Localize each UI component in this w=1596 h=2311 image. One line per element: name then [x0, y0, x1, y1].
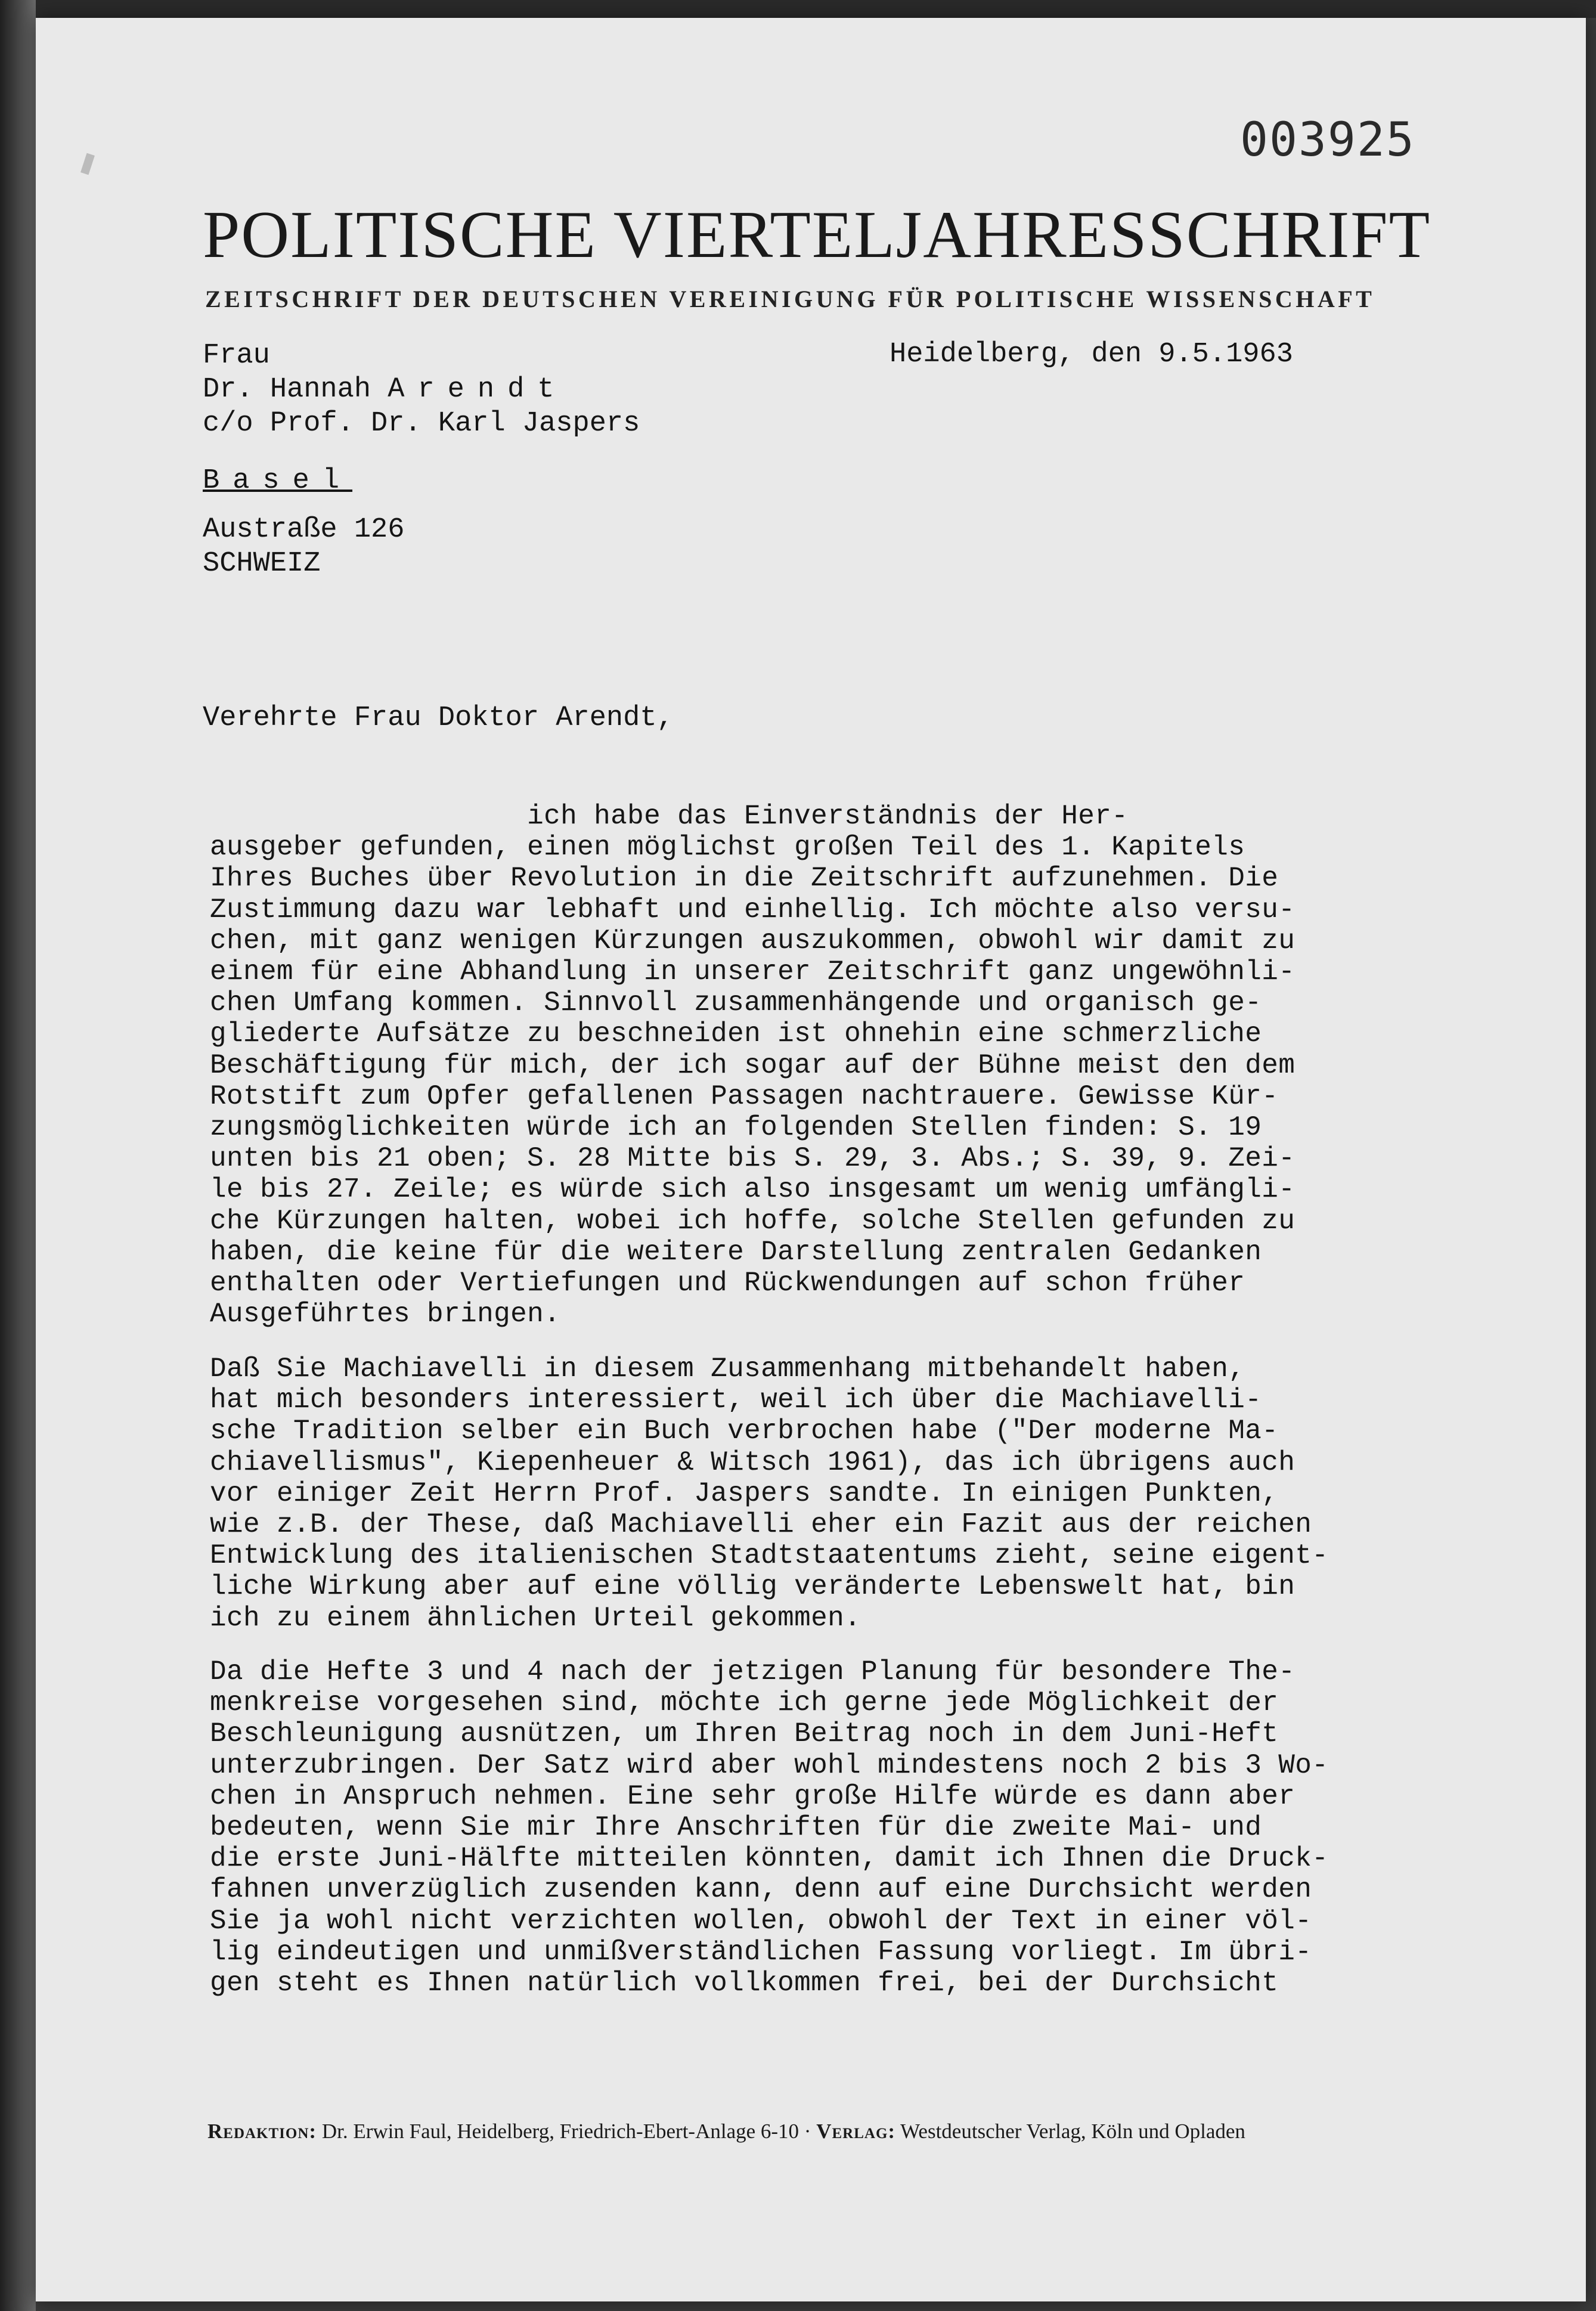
text-line: sche Tradition selber ein Buch verbrochen habe ("Der moderne Ma-: [210, 1415, 1279, 1447]
text-line: Zustimmung dazu war lebhaft und einhellig. Ich möchte also versu-: [210, 894, 1296, 925]
text-line: fahnen unverzüglich zusenden kann, denn auf eine Durchsicht werden: [210, 1874, 1312, 1906]
text-line: chen in Anspruch nehmen. Eine sehr große Hilfe würde es dann aber: [210, 1780, 1296, 1812]
recipient-care-of: c/o Prof. Dr. Karl Jaspers: [203, 408, 640, 439]
text-line: chiavellismus", Kiepenheuer & Witsch 1961), das ich übrigens auch: [210, 1446, 1296, 1478]
text-line: menkreise vorgesehen sind, möchte ich gerne jede Möglichkeit der: [210, 1687, 1279, 1719]
recipient-city: Basel: [203, 465, 353, 497]
text-line: Beschleunigung ausnützen, um Ihren Beitrag noch in dem Juni-Heft: [210, 1718, 1279, 1750]
text-line: Ihres Buches über Revolution in die Zeitschrift aufzunehmen. Die: [210, 863, 1279, 894]
letterhead-footer: [207, 2120, 1245, 2143]
recipient-street-block: [203, 513, 404, 581]
text-line: ausgeber gefunden, einen möglichst großen Teil des 1. Kapitels: [210, 832, 1245, 863]
text-line: Entwicklung des italienischen Stadtstaatentums zieht, seine eigent-: [210, 1540, 1329, 1572]
recipient-country: SCHWEIZ: [203, 548, 321, 580]
text-line: vor einiger Zeit Herrn Prof. Jaspers sandte. In einigen Punkten,: [210, 1477, 1279, 1509]
text-line: lig eindeutigen und unmißverständlichen Fassung vorliegt. Im übri-: [210, 1936, 1312, 1968]
text-line: Daß Sie Machiavelli in diesem Zusammenhang mitbehandelt haben,: [210, 1353, 1245, 1384]
text-line: Rotstift zum Opfer gefallenen Passagen nachtrauere. Gewisse Kür-: [210, 1080, 1279, 1112]
text-line: ich habe das Einverständnis der Her-: [210, 801, 1129, 832]
text-line: Beschäftigung für mich, der ich sogar auf der Bühne meist den dem: [210, 1049, 1296, 1081]
text-line: hat mich besonders interessiert, weil ich über die Machiavelli-: [210, 1384, 1262, 1416]
text-line: unten bis 21 oben; S. 28 Mitte bis S. 29, 3. Abs.; S. 39, 9. Zei-: [210, 1143, 1296, 1175]
letterhead-subtitle: ZEITSCHRIFT DER DEUTSCHEN VEREINIGUNG FÜR POLITISCHE WISSENSCHAFT: [205, 286, 1375, 312]
recipient-city-line: [203, 465, 352, 497]
scan-top-border: [0, 0, 1596, 18]
footer-redaktion-text: Dr. Erwin Faul, Heidelberg, Friedrich-Ebert-Anlage 6-10 ·: [317, 2120, 817, 2143]
paragraph-3: [210, 1656, 1328, 1999]
text-line: le bis 27. Zeile; es würde sich also insgesamt um wenig umfängli-: [210, 1174, 1296, 1206]
text-line: bedeuten, wenn Sie mir Ihre Anschriften für die zweite Mai- und: [210, 1812, 1262, 1844]
text-line: Ausgeführtes bringen.: [210, 1299, 561, 1330]
text-line: chen Umfang kommen. Sinnvoll zusammenhängende und organisch ge-: [210, 987, 1262, 1019]
letterhead-title: POLITISCHE VIERTELJAHRESSCHRIFT: [203, 198, 1431, 272]
text-line: einem für eine Abhandlung in unserer Zeitschrift ganz ungewöhnli-: [210, 956, 1296, 988]
text-line: haben, die keine für die weitere Darstellung zentralen Gedanken: [210, 1236, 1262, 1268]
text-line: gliederte Aufsätze zu beschneiden ist ohnehin eine schmerzliche: [210, 1018, 1262, 1050]
paragraph-2: [210, 1353, 1328, 1634]
greeting: Verehrte Frau Doktor Arendt,: [203, 702, 674, 734]
text-line: die erste Juni-Hälfte mitteilen könnten, damit ich Ihnen die Druck-: [210, 1843, 1329, 1875]
text-line: ich zu einem ähnlichen Urteil gekommen.: [210, 1602, 861, 1634]
text-line: Sie ja wohl nicht verzichten wollen, obwohl der Text in einer völ-: [210, 1905, 1312, 1937]
text-line: unterzubringen. Der Satz wird aber wohl mindestens noch 2 bis 3 Wo-: [210, 1749, 1329, 1781]
text-line: gen steht es Ihnen natürlich vollkommen frei, bei der Durchsicht: [210, 1968, 1279, 1999]
recipient-name: Arendt: [388, 374, 568, 405]
text-line: wie z.B. der These, daß Machiavelli eher ein Fazit aus der reichen: [210, 1509, 1312, 1541]
footer-verlag-label: Verlag:: [816, 2120, 896, 2143]
recipient-address: [203, 339, 640, 441]
text-line: enthalten oder Vertiefungen und Rückwendungen auf schon früher: [210, 1268, 1245, 1299]
paragraph-1: [210, 801, 1295, 1330]
recipient-salutation: Frau: [203, 340, 270, 371]
text-line: liche Wirkung aber auf eine völlig veränderte Lebenswelt hat, bin: [210, 1571, 1296, 1603]
recipient-street: Austraße 126: [203, 514, 405, 546]
text-line: chen, mit ganz wenigen Kürzungen auszukommen, obwohl wir damit zu: [210, 925, 1296, 956]
footer-verlag-text: Westdeutscher Verlag, Köln und Opladen: [895, 2120, 1245, 2143]
place-date: Heidelberg, den 9.5.1963: [890, 339, 1293, 370]
text-line: zungsmöglichkeiten würde ich an folgenden Stellen finden: S. 19: [210, 1112, 1262, 1144]
text-line: Da die Hefte 3 und 4 nach der jetzigen Planung für besondere The-: [210, 1656, 1296, 1687]
recipient-name-prefix: Dr. Hannah: [203, 374, 388, 405]
document-number: 003925: [1240, 113, 1415, 167]
text-line: che Kürzungen halten, wobei ich hoffe, solche Stellen gefunden zu: [210, 1205, 1296, 1237]
scan-left-border: [0, 0, 36, 2311]
footer-redaktion-label: Redaktion:: [207, 2120, 317, 2143]
